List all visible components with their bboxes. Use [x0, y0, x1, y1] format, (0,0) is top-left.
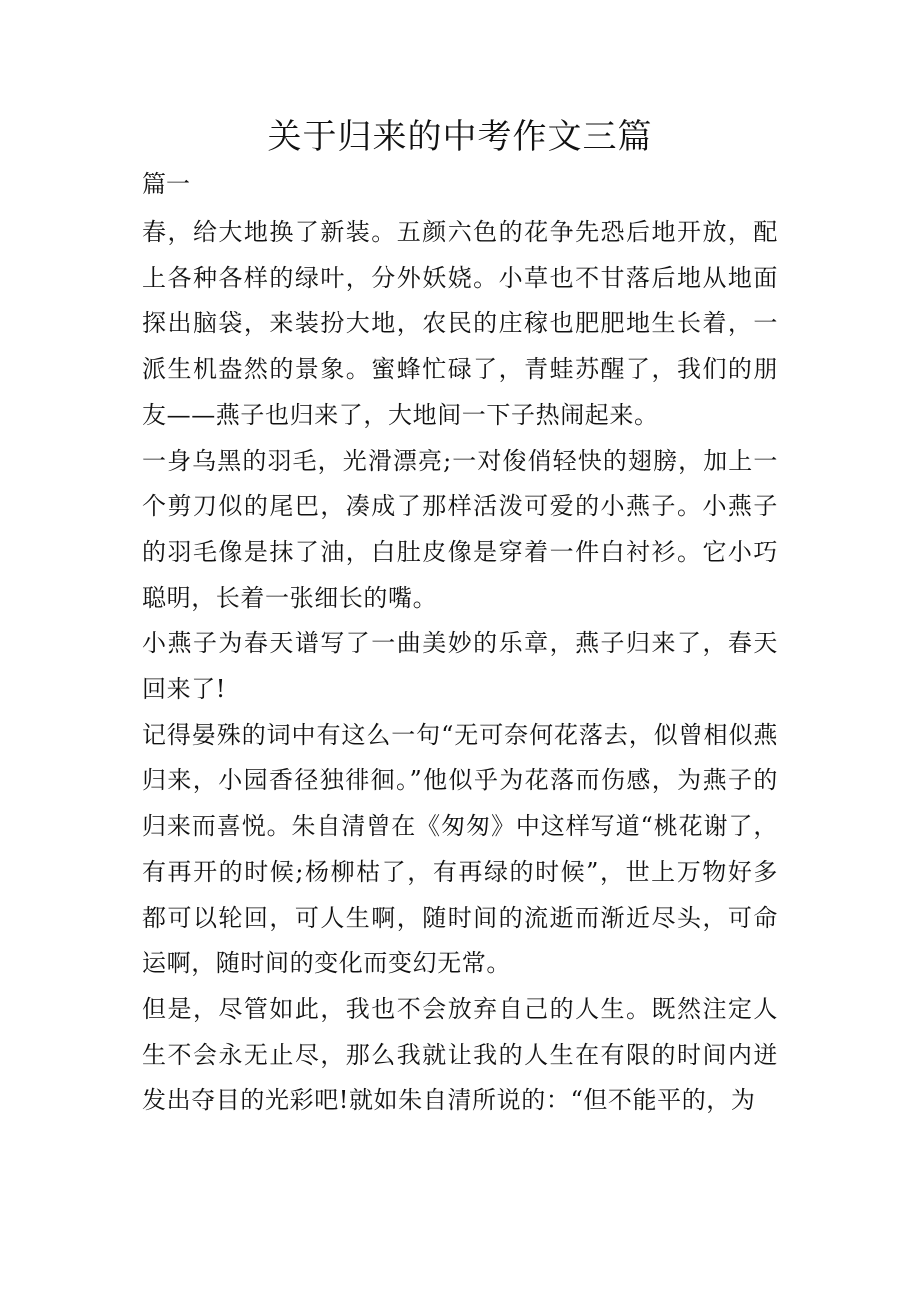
section-label: 篇一 — [142, 170, 190, 198]
document-title: 关于归来的中考作文三篇 — [267, 117, 653, 157]
essay-body — [142, 210, 778, 1124]
paragraph-3: 小燕子为春天谱写了一曲美妙的乐章，燕子归来了，春天回来了! — [142, 629, 778, 704]
paragraph-1: 春，给大地换了新装。五颜六色的花争先恐后地开放，配上各种各样的绿叶，分外妖娆。小草也不甘落后地从地面探出脑袋，来装扮大地，农民的庄稼也肥肥地生长着，一派生机盎然的景象。蜜蜂忙碌了，青蛙苏醒了，我们的朋友——燕子也归来了，大地间一下子热闹起来。 — [142, 218, 778, 429]
paragraph-5: 但是，尽管如此，我也不会放弃自己的人生。既然注定人生不会永无止尽，那么我就让我的人生在有限的时间内迸发出夺目的光彩吧!就如朱自清所说的：“但不能平的，为 — [142, 994, 778, 1115]
paragraph-2: 一身乌黑的羽毛，光滑漂亮;一对俊俏轻快的翅膀，加上一个剪刀似的尾巴，凑成了那样活泼可爱的小燕子。小燕子的羽毛像是抹了油，白肚皮像是穿着一件白衬衫。它小巧聪明，长着一张细长的嘴。 — [142, 446, 778, 612]
paragraph-4: 记得晏殊的词中有这么一句“无可奈何花落去，似曾相似燕归来，小园香径独徘徊。”他似乎为花落而伤感，为燕子的归来而喜悦。朱自清曾在《匆匆》中这样写道“桃花谢了，有再开的时候;杨柳枯了，有再绿的时候”，世上万物好多都可以轮回，可人生啊，随时间的流逝而渐近尽头，可命运啊，随时间的变化而变幻无常。 — [142, 720, 778, 978]
